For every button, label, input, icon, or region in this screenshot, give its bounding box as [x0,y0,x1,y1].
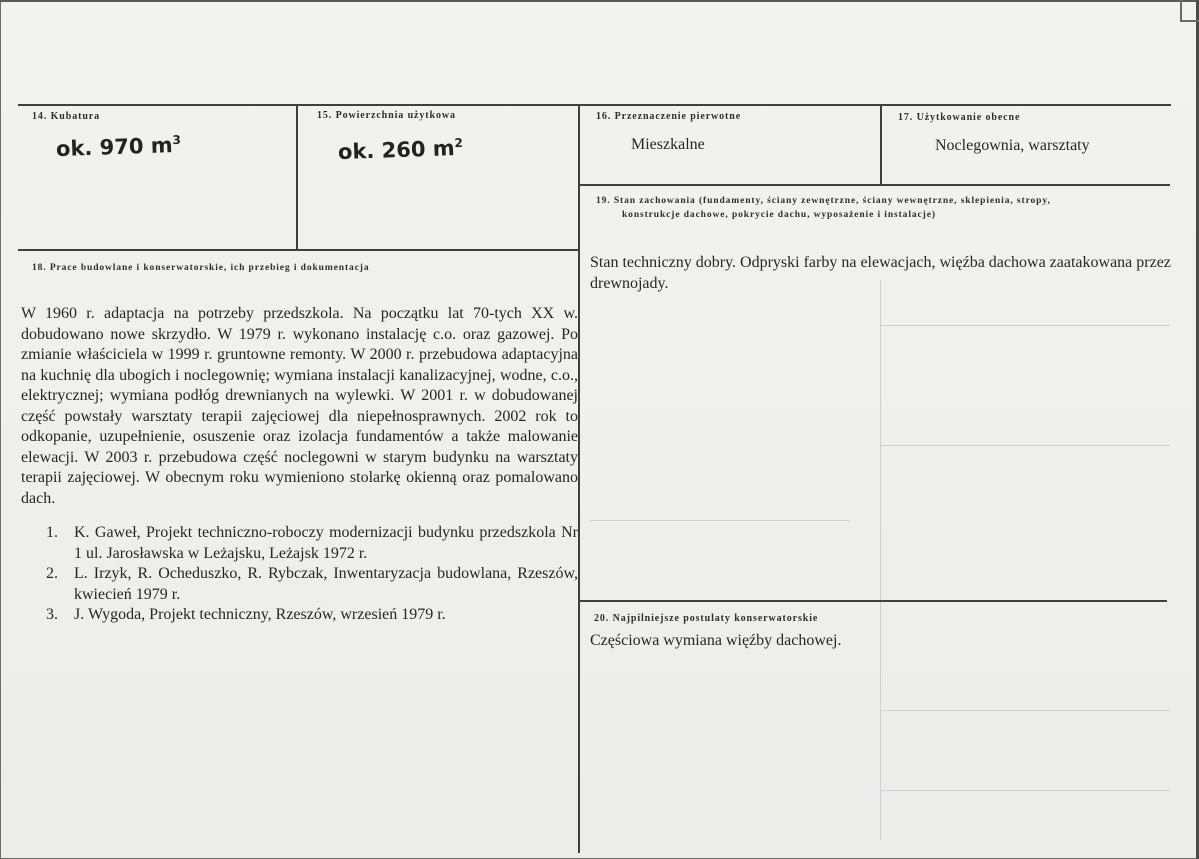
top-border-line [18,104,1171,106]
card-top-edge [0,0,1199,2]
section-20-top-line [580,600,1167,602]
divider-14-15 [296,104,298,250]
section-16-label: 16. Przeznaczenie pierwotne [596,111,742,122]
usable-area-value: ok. 260 $m^2$ [337,135,464,165]
section-19-label-line1: 19. Stan zachowania (fundamenty, ściany zewnętrzne, ściany wewnętrzne, sklepienia, stropy, [596,196,1051,206]
documentation-item: 2. L. Irzyk, R. Ocheduszko, R. Rybczak, Inwentaryzacja budowlana, Rzeszów, kwiecień 1979 r. [46,565,578,603]
documentation-item: 3. J. Wygoda, Projekt techniczny, Rzeszów, wrzesień 1979 r. [46,606,446,623]
cubature-value: ok. 970 $m^3$ [55,132,182,162]
section-18-label: 18. Prace budowlane i konserwatorskie, ich przebieg i dokumentacja [32,263,370,273]
documentation-list [46,523,578,626]
corner-mark [1180,0,1199,22]
section-17-label: 17. Użytkowanie obecne [898,112,1021,123]
original-purpose-value: Mieszkalne [631,136,705,153]
faint-rule [880,790,1170,791]
section-19-top-line [580,184,1170,186]
section-19-label-line2: konstrukcje dachowe, pokrycie dachu, wyposażenie i instalacje) [622,210,936,220]
current-use-value: Noclegownia, warsztaty [935,137,1090,154]
works-history-text: W 1960 r. adaptacja na potrzeby przedszkola. Na początku lat 70-tych XX w. dobudowano nowe skrzydło. W 1979 r. wykonano instalację c.o. oraz gazowej. Po zmianie właściciela w 1999 r. gruntowne remonty. W 2000 r. przebudowa adaptacyjna na kuchnię dla ubogich i noclegownię; wymiana instalacji kanalizacyjnej, wodne, c.o., elektrycznej; wymiana podłóg drewnianych na wylewki. W 2001 r. w dobudowanej część powstały warsztaty terapii zajęciowej dla niepełnosprawnych. 2002 rok to odkopanie, uzupełnienie, osuszenie oraz izolacja fundamentów a także malowanie elewacji. W 2003 r. przebudowa część noclegowni w starym budynku na warsztaty terapii zajęciowej. W obecnym roku wymieniono stolarkę okienną oraz pomalowano dach. [21,305,578,507]
faint-rule [880,445,1170,446]
divider-16-17 [880,104,882,184]
postulates-text: Częściowa wymiana więźby dachowej. [590,632,842,649]
condition-text: Stan techniczny dobry. Odpryski farby na elewacjach, więźba dachowa zaatakowana przez drewnojady. [590,254,1171,292]
section-20-label: 20. Najpilniejsze postulaty konserwatorskie [594,613,819,624]
section-14-label: 14. Kubatura [32,111,101,122]
faint-rule [880,325,1170,326]
section-15-label: 15. Powierzchnia użytkowa [317,110,456,121]
faint-rule [590,520,850,521]
section-18-top-line [18,249,580,251]
central-divider [578,104,580,853]
faint-rule [880,280,881,840]
faint-rule [880,710,1170,711]
documentation-item: 1. K. Gaweł, Projekt techniczno-roboczy modernizacji budynku przedszkola Nr 1 ul. Jarosławska w Leżajsku, Leżajsk 1972 r. [46,524,578,562]
